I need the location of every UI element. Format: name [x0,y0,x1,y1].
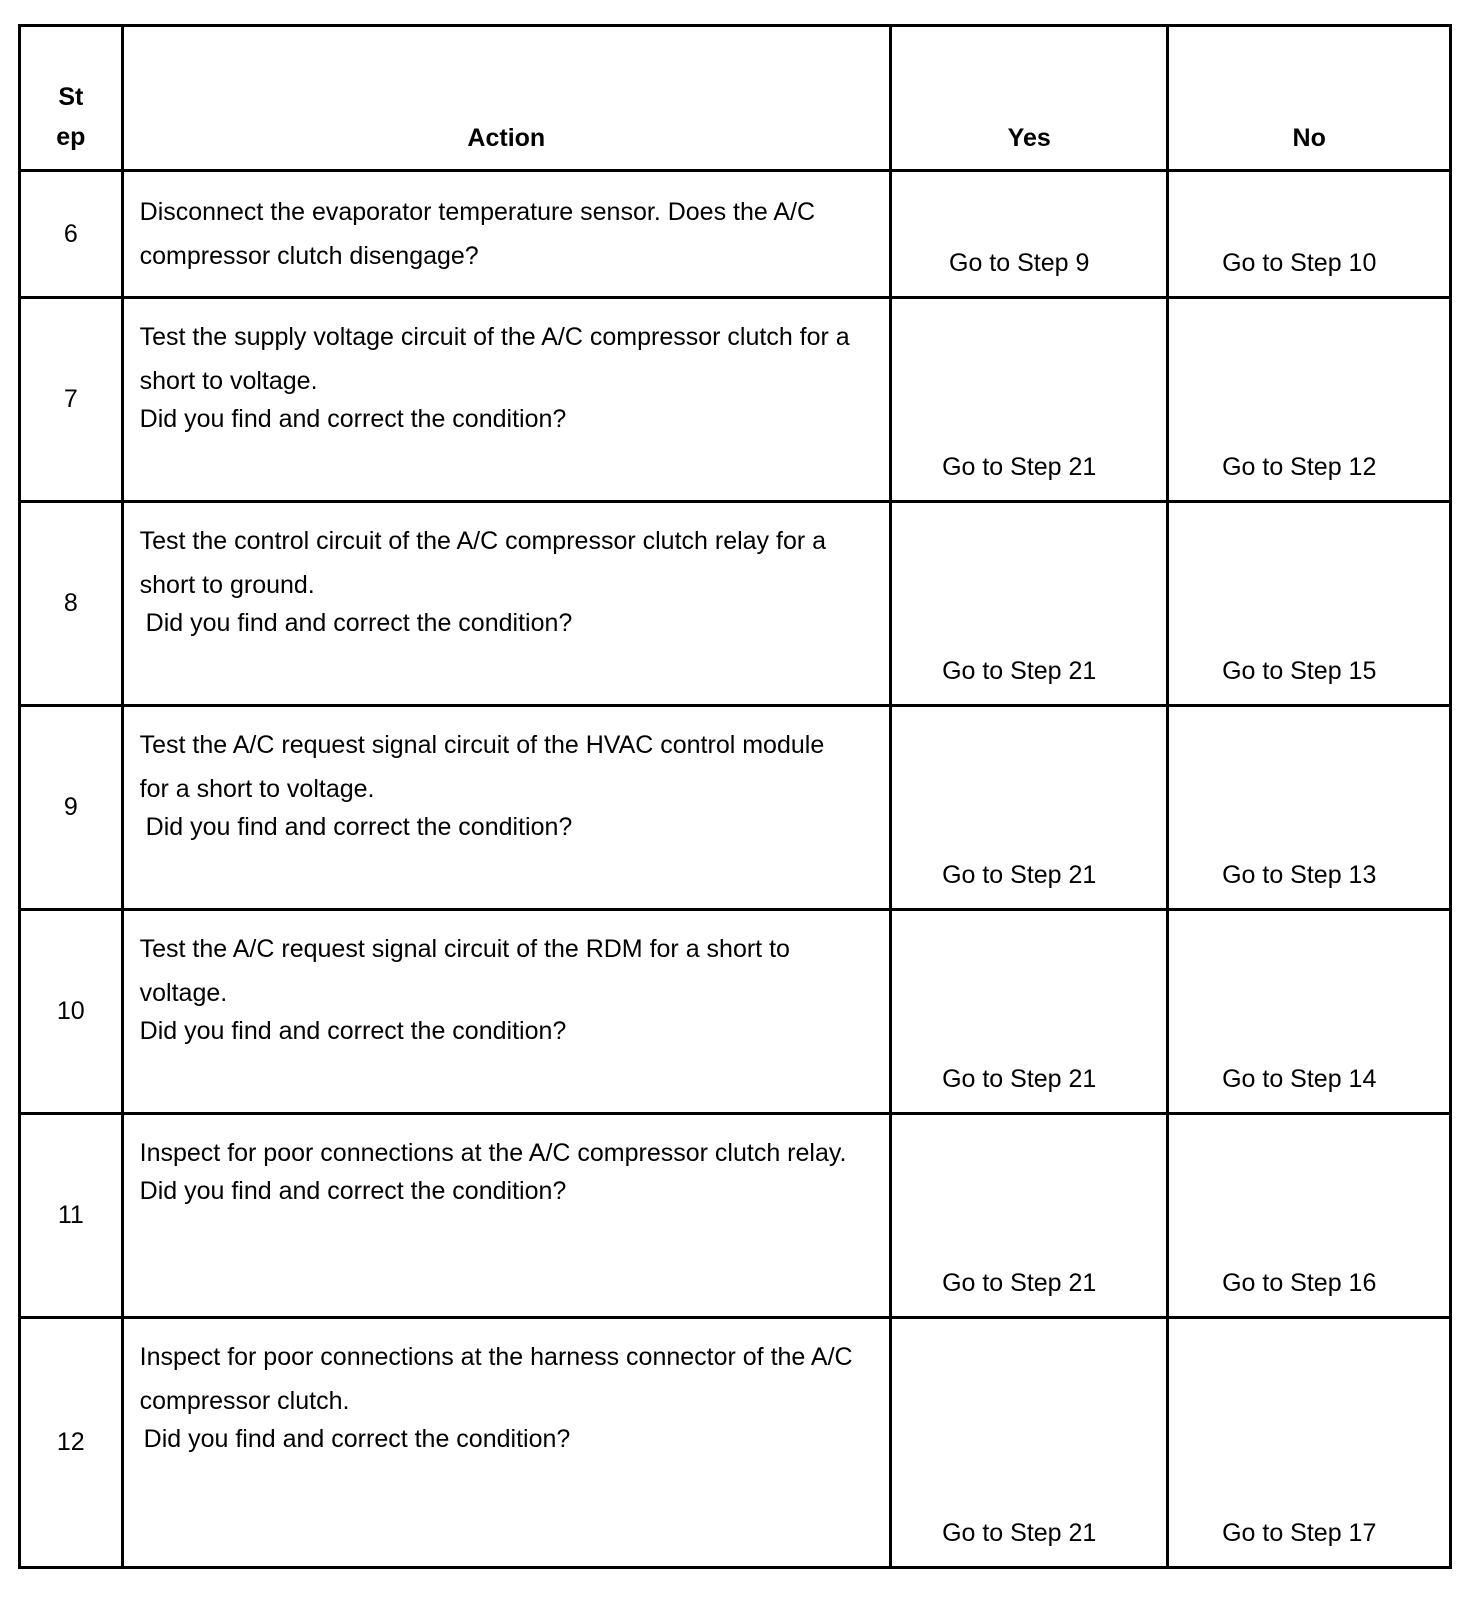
step-number: 11 [20,1114,123,1318]
action-question: Did you find and correct the condition? [145,609,573,637]
no-result: Go to Step 17 [1168,1318,1451,1568]
no-result: Go to Step 12 [1168,298,1451,502]
no-result: Go to Step 10 [1168,171,1451,298]
table-row [20,910,1451,1114]
action-text: Test the supply voltage circuit of the A/C compressor clutch for a short to voltage. [139,323,850,395]
step-number: 10 [20,910,123,1114]
action-question: Did you find and correct the condition? [143,1425,571,1453]
action-cell [122,502,890,706]
yes-result: Go to Step 21 [890,1318,1167,1568]
yes-result: Go to Step 21 [890,706,1167,910]
action-question: Did you find and correct the condition? [139,1177,567,1205]
action-text: Inspect for poor connections at the A/C compressor clutch relay. [139,1139,847,1167]
yes-result: Go to Step 21 [890,910,1167,1114]
header-step [20,26,123,171]
action-text: Inspect for poor connections at the harness connector of the A/C compressor clutch. [139,1343,853,1415]
action-cell [122,298,890,502]
no-result: Go to Step 15 [1168,502,1451,706]
header-step-line2: ep [56,123,86,151]
action-cell [122,1318,890,1568]
step-number: 7 [20,298,123,502]
action-question: Did you find and correct the condition? [139,1017,567,1045]
table-row [20,1114,1451,1318]
table-header [20,26,1451,171]
action-question: Did you find and correct the condition? [145,813,573,841]
table-row [20,502,1451,706]
header-step-line1: St [58,83,84,111]
step-number: 9 [20,706,123,910]
action-cell [122,910,890,1114]
yes-result: Go to Step 21 [890,1114,1167,1318]
table-row [20,1318,1451,1568]
action-text: Test the A/C request signal circuit of the RDM for a short to voltage. [139,935,790,1007]
yes-result: Go to Step 9 [890,171,1167,298]
action-text: Disconnect the evaporator temperature sensor. Does the A/C compressor clutch disengage? [139,198,816,270]
header-action: Action [122,26,890,171]
header-yes: Yes [890,26,1167,171]
header-no: No [1168,26,1451,171]
step-number: 8 [20,502,123,706]
table-row [20,298,1451,502]
action-text: Test the control circuit of the A/C compressor clutch relay for a short to ground. [139,527,827,599]
header-row [20,26,1451,171]
no-result: Go to Step 13 [1168,706,1451,910]
yes-result: Go to Step 21 [890,298,1167,502]
table-row [20,706,1451,910]
table-body [20,171,1451,1568]
diagnostic-table [18,24,1452,1569]
step-number: 6 [20,171,123,298]
action-text: Test the A/C request signal circuit of the HVAC control module for a short to voltage. [139,731,825,803]
step-number: 12 [20,1318,123,1568]
action-question: Did you find and correct the condition? [139,405,567,433]
no-result: Go to Step 14 [1168,910,1451,1114]
action-cell [122,1114,890,1318]
table-row [20,171,1451,298]
action-cell [122,706,890,910]
no-result: Go to Step 16 [1168,1114,1451,1318]
action-cell [122,171,890,298]
yes-result: Go to Step 21 [890,502,1167,706]
